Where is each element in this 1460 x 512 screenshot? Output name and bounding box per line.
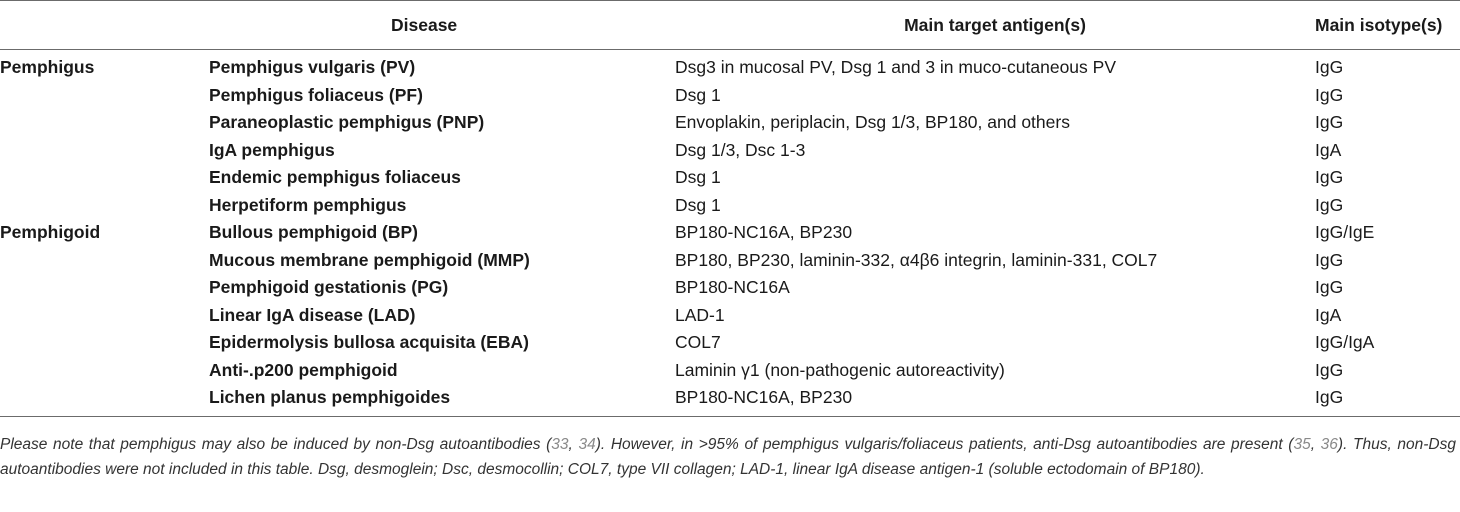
row-isotype-cell: IgA — [1315, 139, 1342, 160]
row-disease-cell: Pemphigus foliaceus (PF) — [209, 84, 423, 105]
table-row — [0, 247, 1460, 275]
row-antigen-cell: Laminin γ1 (non-pathogenic autoreactivity) — [675, 359, 1005, 380]
row-antigen-cell: BP180-NC16A — [675, 277, 790, 298]
table-row — [0, 219, 1460, 247]
note-separator-1: , — [568, 436, 579, 453]
row-group-cell — [0, 357, 209, 385]
row-disease-cell: Linear IgA disease (LAD) — [209, 304, 416, 325]
header-antigen: Main target antigen(s) — [675, 1, 1315, 50]
row-disease-cell: Anti-.p200 pemphigoid — [209, 359, 398, 380]
row-isotype-cell: IgA — [1315, 304, 1342, 325]
table-footnote — [0, 433, 1456, 482]
table-row — [0, 192, 1460, 220]
row-isotype-cell: IgG/IgA — [1315, 332, 1375, 353]
row-antigen-cell: Envoplakin, periplacin, Dsg 1/3, BP180, and others — [675, 112, 1070, 133]
row-group-cell — [0, 192, 209, 220]
row-group-cell — [0, 302, 209, 330]
row-antigen-cell: LAD-1 — [675, 304, 725, 325]
table-row — [0, 302, 1460, 330]
reference-link-33[interactable]: 33 — [551, 436, 569, 453]
row-antigen-cell: BP180, BP230, laminin-332, α4β6 integrin, laminin-331, COL7 — [675, 249, 1158, 270]
row-disease-cell: Lichen planus pemphigoides — [209, 384, 675, 416]
row-isotype-cell: IgG — [1315, 112, 1344, 133]
row-disease-cell: Pemphigus vulgaris (PV) — [209, 57, 416, 78]
note-text-1: Please note that pemphigus may also be induced by non-Dsg autoantibodies ( — [0, 436, 552, 453]
header-row — [0, 1, 1460, 50]
row-group-cell — [0, 384, 209, 416]
row-group-cell — [0, 164, 209, 192]
row-isotype-cell: IgG/IgE — [1315, 222, 1375, 243]
header-group — [0, 1, 209, 50]
row-group-cell: Pemphigoid — [0, 222, 101, 243]
header-isotype: Main isotype(s) — [1315, 1, 1460, 50]
table-row — [0, 274, 1460, 302]
row-group-cell: Pemphigus — [0, 57, 95, 78]
row-group-cell — [0, 274, 209, 302]
row-group-cell — [0, 329, 209, 357]
row-isotype-cell: IgG — [1315, 57, 1344, 78]
note-separator-2: , — [1310, 436, 1321, 453]
row-isotype-cell: IgG — [1315, 167, 1344, 188]
row-group-cell — [0, 137, 209, 165]
row-antigen-cell: COL7 — [675, 332, 721, 353]
row-disease-cell: Endemic pemphigus foliaceus — [209, 167, 461, 188]
row-antigen-cell: BP180-NC16A, BP230 — [675, 384, 1315, 416]
row-isotype-cell: IgG — [1315, 359, 1344, 380]
row-disease-cell: Pemphigoid gestationis (PG) — [209, 277, 449, 298]
row-disease-cell: Epidermolysis bullosa acquisita (EBA) — [209, 332, 529, 353]
table-row — [0, 50, 1460, 82]
row-antigen-cell: Dsg 1 — [675, 167, 721, 188]
row-isotype-cell: IgG — [1315, 384, 1460, 416]
row-disease-cell: Mucous membrane pemphigoid (MMP) — [209, 249, 530, 270]
row-group-cell — [0, 109, 209, 137]
row-antigen-cell: BP180-NC16A, BP230 — [675, 222, 853, 243]
reference-link-34[interactable]: 34 — [578, 436, 596, 453]
table-row — [0, 82, 1460, 110]
row-isotype-cell: IgG — [1315, 277, 1344, 298]
table-row — [0, 357, 1460, 385]
table-row — [0, 329, 1460, 357]
row-isotype-cell: IgG — [1315, 194, 1344, 215]
row-antigen-cell: Dsg 1 — [675, 84, 721, 105]
row-group-cell — [0, 247, 209, 275]
row-disease-cell: Bullous pemphigoid (BP) — [209, 222, 419, 243]
row-disease-cell: Paraneoplastic pemphigus (PNP) — [209, 112, 485, 133]
row-disease-cell: Herpetiform pemphigus — [209, 194, 407, 215]
table-header — [0, 1, 1460, 50]
reference-link-36[interactable]: 36 — [1320, 436, 1338, 453]
reference-link-35[interactable]: 35 — [1293, 436, 1311, 453]
row-antigen-cell: Dsg3 in mucosal PV, Dsg 1 and 3 in muco-cutaneous PV — [675, 57, 1116, 78]
note-text-3: ). Thus, non-Dsg autoantibodies were not included in this table. Dsg, desmoglein; Dsc, desmocollin; COL7, type VII collagen; LAD-1, linear IgA disease antigen-1 (soluble ectodomain of BP180). — [0, 436, 1456, 478]
row-antigen-cell: Dsg 1 — [675, 194, 721, 215]
row-antigen-cell: Dsg 1/3, Dsc 1-3 — [675, 139, 806, 160]
table-body — [0, 50, 1460, 417]
row-isotype-cell: IgG — [1315, 84, 1344, 105]
header-disease: Disease — [209, 1, 675, 50]
table-row — [0, 109, 1460, 137]
row-disease-cell: IgA pemphigus — [209, 139, 335, 160]
table-row — [0, 164, 1460, 192]
note-text-2: ). However, in >95% of pemphigus vulgaris/foliaceus patients, anti-Dsg autoantibodies are present ( — [595, 436, 1294, 453]
row-group-cell — [0, 82, 209, 110]
table-row — [0, 137, 1460, 165]
table-row — [0, 384, 1460, 416]
row-isotype-cell: IgG — [1315, 249, 1344, 270]
